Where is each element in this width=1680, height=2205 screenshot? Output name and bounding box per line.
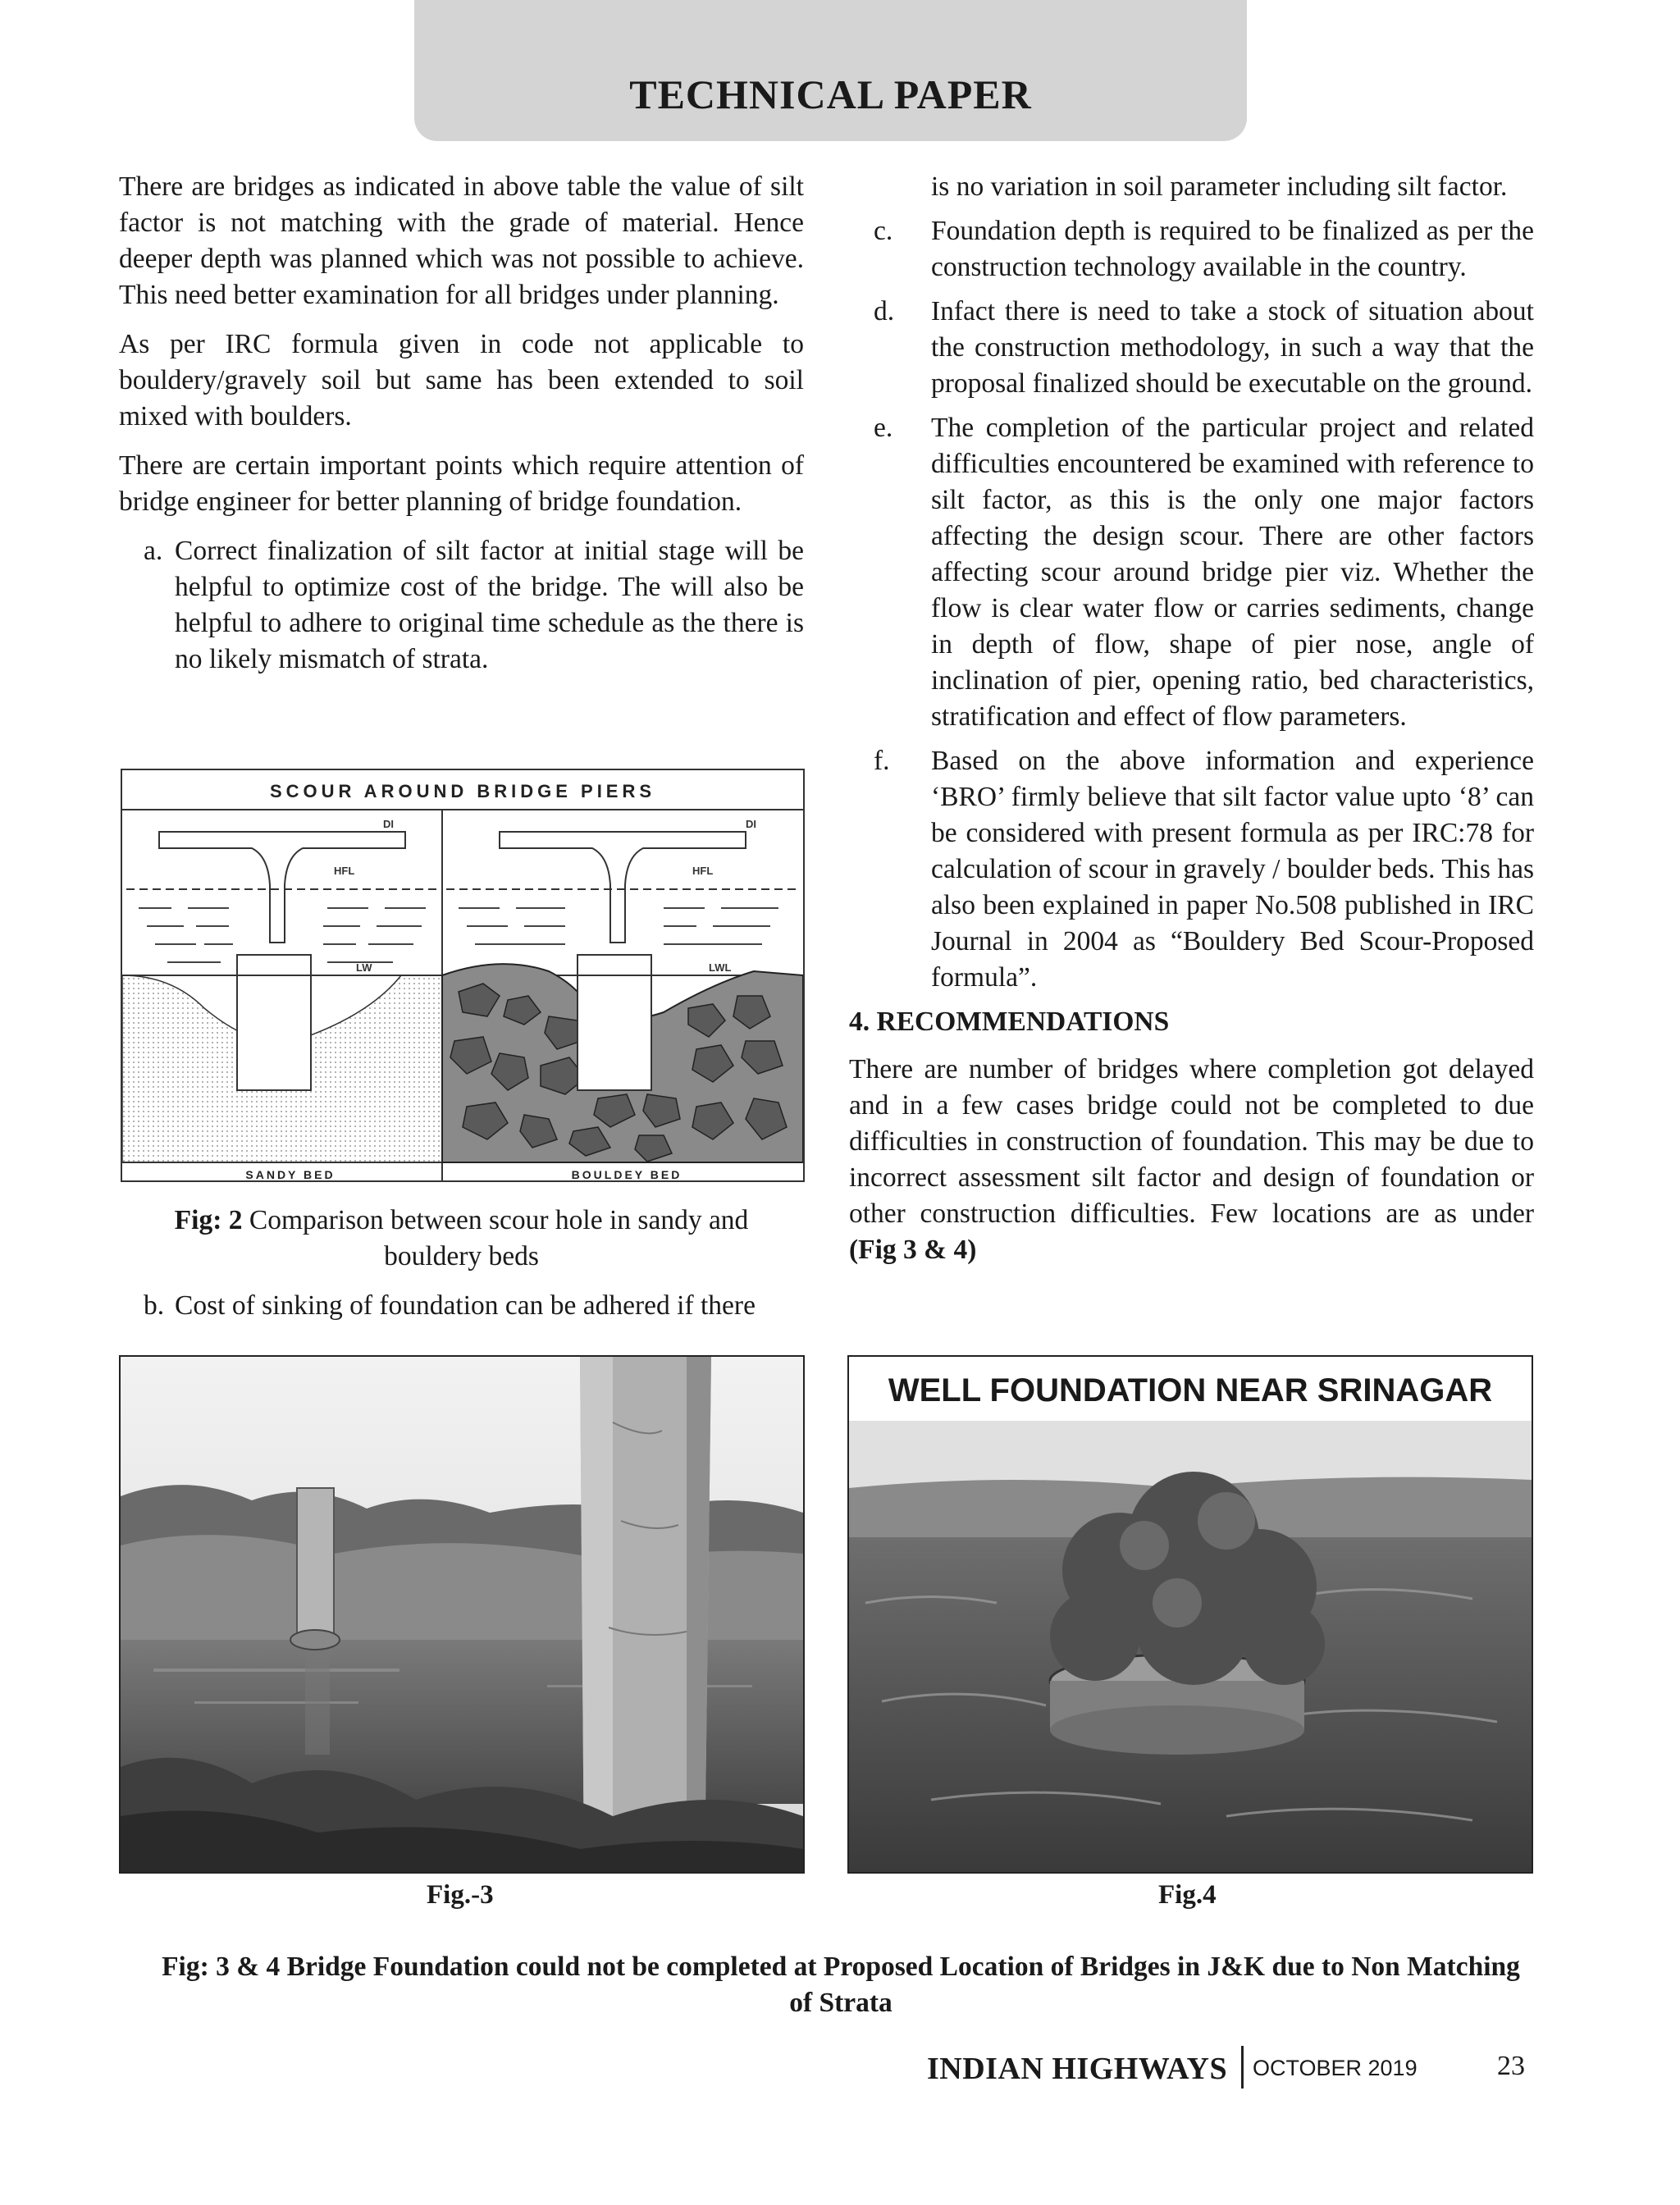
bottom-caption: Fig: 3 & 4 Bridge Foundation could not be completed at Proposed Location of Bridges in J&K due to Non Matching of Strata (162, 1952, 1520, 2018)
figure-4-photo (847, 1355, 1533, 1874)
list-item-f: f. Based on the above information and experience ‘BRO’ firmly believe that silt factor value upto ‘8’ can be considered with present formula as per IRC:78 for calculation of scour in gravely / boulder beds. This has also been explained in paper No.508 published in IRC Journal in 2004 as “Bouldery Bed Scour-Proposed formula”. (874, 746, 1534, 993)
bridge-pier-photo (121, 1357, 803, 1872)
lw-label: LW (356, 961, 372, 974)
list-text: Cost of sinking of foundation can be adhered if there (175, 1290, 756, 1321)
list-letter: a. (144, 536, 163, 566)
page-number: 23 (1497, 2051, 1525, 2081)
list-letter: b. (144, 1290, 165, 1321)
left-column (119, 169, 804, 687)
continuation-line: is no variation in soil parameter including silt factor. (931, 171, 1508, 202)
list-text: Correct finalization of silt factor at initial stage will be helpful to optimize cost of the bridge. The will also be helpful to adhere to original time schedule as the there is no likely mismatch of strata. (175, 536, 804, 674)
right-column (849, 169, 1534, 1268)
recommendation-paragraph: There are number of bridges where completion got delayed and in a few cases bridge could not be completed to due difficulties in construction of foundation. This may be due to incorrect assessment silt factor and design of foundation or other construction difficulties. Few locations are as under (Fig 3 & 4) (849, 1054, 1534, 1265)
bouldery-bed-label: BOULDEY BED (571, 1168, 682, 1180)
issue-date: OCTOBER 2019 (1253, 2056, 1418, 2080)
page-title: TECHNICAL PAPER (629, 71, 1032, 117)
figure-2-caption (131, 1203, 792, 1275)
section-heading: 4. RECOMMENDATIONS (849, 1007, 1170, 1037)
caption-text: Comparison between scour hole in sandy and bouldery beds (249, 1205, 749, 1271)
paragraph: There are certain important points which require attention of bridge engineer for better planning of bridge foundation. (119, 450, 804, 517)
list-item-e: e. The completion of the particular project and related difficulties encountered be examined with reference to silt factor, as this is the only one major factors affecting the design scour. There are other factors affecting scour around bridge pier viz. Whether the flow is clear water flow or carries sediments, change in depth of flow, shape of pier nose, angle of inclination of pier, opening ratio, bed characteristics, stratification and effect of flow parameters. (874, 413, 1534, 732)
figure-3-photo (119, 1355, 805, 1874)
di-label: DI (383, 818, 394, 830)
figure-4-label: Fig.4 (1158, 1880, 1217, 1910)
lwl-label: LWL (709, 961, 732, 974)
well-foundation-photo (849, 1357, 1532, 1872)
sandy-bed-label: SANDY BED (245, 1168, 336, 1180)
footer (927, 2051, 1550, 2092)
header-tab (414, 0, 1247, 141)
footer-divider (1241, 2046, 1244, 2089)
list-item-c: c. Foundation depth is required to be finalized as per the construction technology available in the country. (874, 216, 1534, 282)
photo-banner: WELL FOUNDATION NEAR SRINAGAR (888, 1372, 1493, 1408)
figure-reference: (Fig 3 & 4) (849, 1235, 977, 1265)
left-column-bottom (119, 1288, 804, 1334)
di-label-right: DI (746, 818, 756, 830)
journal-name: INDIAN HIGHWAYS (927, 2052, 1228, 2086)
hfl-label-right: HFL (692, 865, 714, 877)
list-item-d: d. Infact there is need to take a stock of situation about the construction methodology, in such a way that the proposal finalized should be executable on the ground. (874, 296, 1534, 399)
figure-3-label: Fig.-3 (427, 1880, 494, 1910)
caption-label: Fig: 2 (174, 1205, 243, 1235)
scour-diagram (122, 770, 803, 1180)
list-item-b (119, 1288, 804, 1324)
figure-2-diagram (121, 769, 805, 1182)
list-item-a (119, 533, 804, 678)
paragraph: As per IRC formula given in code not applicable to bouldery/gravely soil but same has been extended to soil mixed with boulders. (119, 329, 804, 431)
diagram-title: SCOUR AROUND BRIDGE PIERS (269, 781, 656, 801)
hfl-label: HFL (334, 865, 355, 877)
paragraph: There are bridges as indicated in above table the value of silt factor is not matching with the grade of material. Hence deeper depth was planned which was not possible to achieve. This need better examination for all bridges under planning. (119, 171, 804, 310)
